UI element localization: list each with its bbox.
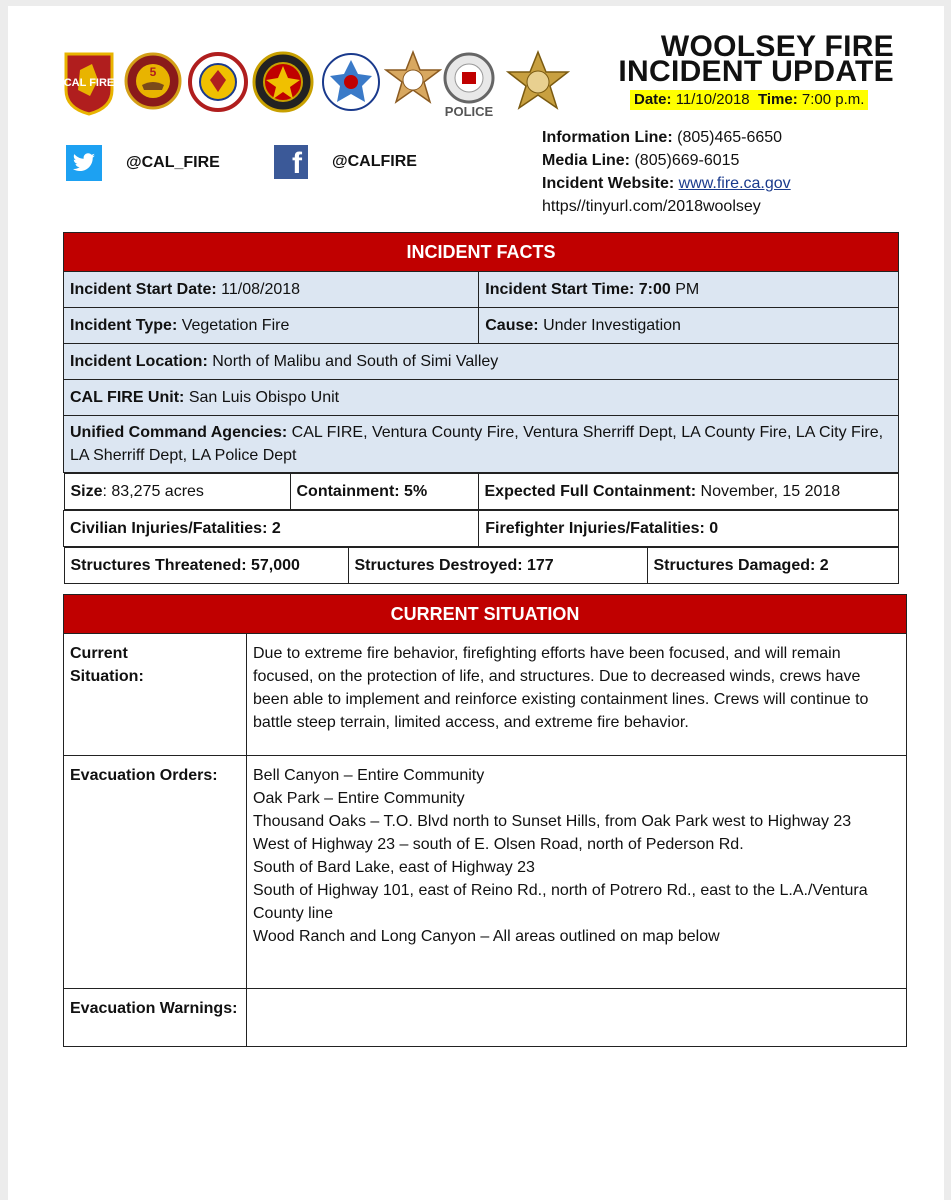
twitter-handle[interactable] bbox=[66, 145, 220, 181]
date-label: Date: bbox=[634, 91, 672, 108]
list-item: Oak Park – Entire Community bbox=[253, 790, 465, 807]
current-situation-label: Current Situation: bbox=[64, 634, 247, 756]
incident-facts-table bbox=[63, 232, 899, 584]
incident-location-cell: Incident Location: North of Malibu and South of Simi Valley bbox=[64, 344, 899, 380]
incident-website: Incident Website: www.fire.ca.gov bbox=[542, 175, 791, 192]
cause-cell: Cause: Under Investigation bbox=[479, 308, 899, 344]
twitter-handle-text[interactable]: @CAL_FIRE bbox=[126, 154, 220, 171]
incident-facts-heading: INCIDENT FACTS bbox=[64, 233, 899, 272]
media-line: Media Line: (805)669-6015 bbox=[542, 152, 740, 169]
la-sheriff-badge-logo bbox=[506, 50, 570, 116]
cal-fire-logo bbox=[62, 50, 116, 116]
date-value: 11/10/2018 bbox=[675, 91, 750, 108]
evacuation-orders-label: Evacuation Orders: bbox=[64, 756, 247, 989]
current-situation-heading: CURRENT SITUATION bbox=[64, 595, 907, 634]
website-link[interactable]: www.fire.ca.gov bbox=[678, 175, 791, 192]
tinyurl-link[interactable]: https//tinyurl.com/2018woolsey bbox=[542, 198, 761, 215]
facebook-icon[interactable]: f bbox=[274, 145, 308, 179]
ventura-sheriff-badge-logo bbox=[384, 50, 442, 112]
size-row bbox=[64, 473, 899, 511]
title-line-1: WOOLSEY FIRE bbox=[660, 30, 894, 63]
contact-info bbox=[542, 126, 791, 218]
structures-destroyed-cell: Structures Destroyed: 177 bbox=[348, 548, 647, 584]
la-fire-department-logo bbox=[252, 50, 314, 114]
date-time-highlight bbox=[630, 90, 868, 110]
evacuation-warnings-label: Evacuation Warnings: bbox=[64, 989, 247, 1047]
current-situation-text: Due to extreme fire behavior, firefighting efforts have been focused, and will remain focused, on the protection of life, and structures. Due to decreased winds, crews have been able to implement and reinforce existing containment lines. Crews will continue to battle steep terrain, limited access, and extreme fire behavior. bbox=[247, 634, 907, 756]
containment-cell: Containment: 5% bbox=[290, 474, 478, 510]
title-line-2: INCIDENT UPDATE bbox=[618, 55, 894, 88]
incident-type-cell: Incident Type: Vegetation Fire bbox=[64, 308, 479, 344]
cal-fire-logo-text: CAL FIRE bbox=[63, 77, 115, 89]
list-item: South of Highway 101, east of Reino Rd., north of Potrero Rd., east to the L.A./Ventura County line bbox=[253, 882, 868, 922]
structures-damaged-cell: Structures Damaged: 2 bbox=[647, 548, 898, 584]
facebook-handle[interactable] bbox=[274, 145, 417, 179]
list-item: Bell Canyon – Entire Community bbox=[253, 767, 485, 784]
structures-row bbox=[64, 547, 899, 585]
structures-threatened-cell: Structures Threatened: 57,000 bbox=[64, 548, 348, 584]
list-item: West of Highway 23 – south of E. Olsen Road, north of Pederson Rd. bbox=[253, 836, 744, 853]
cal-fire-unit-cell: CAL FIRE Unit: San Luis Obispo Unit bbox=[64, 380, 899, 416]
current-situation-table bbox=[63, 594, 907, 1047]
evacuation-orders-list bbox=[247, 756, 907, 989]
facebook-handle-text[interactable]: @CALFIRE bbox=[332, 153, 417, 170]
la-county-fire-logo bbox=[188, 50, 248, 114]
incident-management-team-logo bbox=[124, 50, 182, 112]
start-time-cell: Incident Start Time: 7:00 PM bbox=[479, 272, 899, 308]
time-label: Time: bbox=[758, 91, 798, 108]
la-police-logo bbox=[440, 50, 498, 120]
list-item: Wood Ranch and Long Canyon – All areas outlined on map below bbox=[253, 928, 720, 945]
civilian-injuries-cell: Civilian Injuries/Fatalities: 2 bbox=[64, 511, 479, 547]
ventura-county-fire-logo bbox=[320, 50, 382, 114]
imt-logo-number: 5 bbox=[149, 65, 157, 79]
info-line: Information Line: (805)465-6650 bbox=[542, 129, 783, 146]
start-date-cell: Incident Start Date: 11/08/2018 bbox=[64, 272, 479, 308]
firefighter-injuries-cell: Firefighter Injuries/Fatalities: 0 bbox=[479, 511, 899, 547]
twitter-icon[interactable] bbox=[66, 145, 102, 181]
evacuation-warnings-value bbox=[247, 989, 907, 1047]
time-value: 7:00 p.m. bbox=[801, 91, 865, 108]
list-item: Thousand Oaks – T.O. Blvd north to Sunset Hills, from Oak Park west to Highway 23 bbox=[253, 813, 852, 830]
police-logo-text: POLICE bbox=[444, 104, 494, 119]
size-cell: Size: 83,275 acres bbox=[64, 474, 290, 510]
unified-command-cell: Unified Command Agencies: CAL FIRE, Ventura County Fire, Ventura Sherriff Dept, LA County Fire, LA City Fire, LA Sherriff Dept, LA Police Dept bbox=[64, 416, 899, 473]
document-title bbox=[618, 30, 894, 88]
expected-containment-cell: Expected Full Containment: November, 15 2018 bbox=[478, 474, 898, 510]
list-item: South of Bard Lake, east of Highway 23 bbox=[253, 859, 535, 876]
